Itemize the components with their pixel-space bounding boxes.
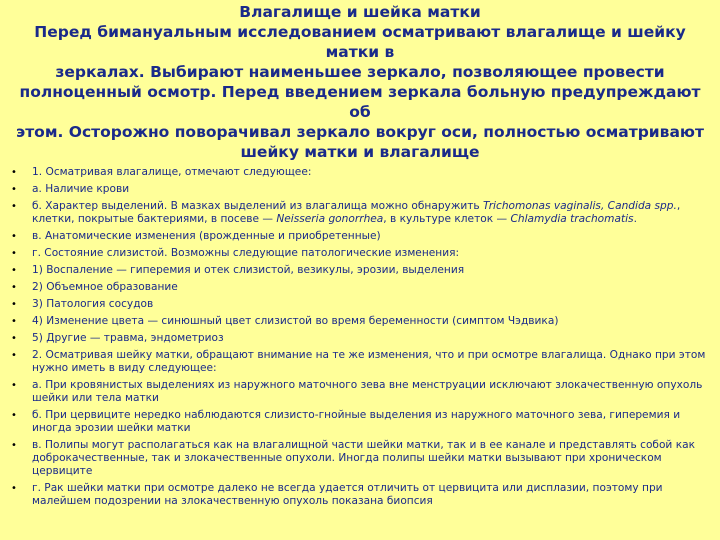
bullet-icon: •	[11, 333, 17, 344]
bullet-icon: •	[11, 440, 17, 451]
list-item	[8, 264, 712, 277]
list-item-text: 5) Другие — травма, эндометриоз	[32, 332, 224, 344]
list-item-text	[32, 200, 712, 226]
slide-title	[8, 2, 712, 162]
list-item	[8, 183, 712, 196]
title-line: зеркалах. Выбирают наименьшее зеркало, позволяющее провести	[55, 63, 665, 81]
list-item-text-part: , в культуре клеток —	[383, 213, 511, 225]
list-item-text: б. При цервиците нередко наблюдаются слизисто-гнойные выделения из наружного маточного зева, гиперемия и иногда эрозии шейки матки	[32, 409, 681, 434]
list-item	[8, 349, 712, 375]
list-item	[8, 281, 712, 294]
list-item	[8, 409, 712, 435]
list-item	[8, 230, 712, 243]
bullet-icon: •	[11, 380, 17, 391]
list-item	[8, 482, 712, 508]
list-item	[8, 439, 712, 478]
bullet-icon: •	[11, 184, 17, 195]
title-line: Перед бимануальным исследованием осматривают влагалище и шейку матки в	[34, 23, 686, 61]
bullet-icon: •	[11, 231, 17, 242]
list-item-text: в. Анатомические изменения (врожденные и приобретенные)	[32, 230, 381, 242]
list-item	[8, 315, 712, 328]
list-item-text: 1) Воспаление — гиперемия и отек слизистой, везикулы, эрозии, выделения	[32, 264, 465, 276]
list-item-text: 3) Патология сосудов	[32, 298, 154, 310]
bullet-icon: •	[11, 265, 17, 276]
list-item	[8, 298, 712, 311]
list-item-text-part: , клетки, покрытые бактериями, в посеве —	[32, 200, 681, 225]
organism-name: Neisseria gonorrhea	[276, 213, 384, 225]
list-item	[8, 200, 712, 226]
list-item-text: в. Полипы могут располагаться как на влагалищной части шейки матки, так и в ее канале и представлять собой как доброкачественные, так и злокачественные опухоли. Иногда полипы шейки матки вызывают при хроническом цервиците	[32, 439, 695, 477]
title-line: полноценный осмотр. Перед введением зеркала больную предупреждают об	[19, 83, 701, 121]
bullet-icon: •	[11, 410, 17, 421]
bullet-icon: •	[11, 167, 17, 178]
bullet-icon: •	[11, 299, 17, 310]
list-item	[8, 166, 712, 179]
bullet-icon: •	[11, 282, 17, 293]
bullet-icon: •	[11, 248, 17, 259]
bullet-icon: •	[11, 350, 17, 361]
organism-name: Chlamydia trachomatis	[510, 213, 634, 225]
list-item	[8, 247, 712, 260]
list-item-text: 2. Осматривая шейку матки, обращают внимание на те же изменения, что и при осмотре влагалища. Однако при этом нужно иметь в виду следующее:	[32, 349, 706, 374]
bullet-icon: •	[11, 316, 17, 327]
title-line: Влагалище и шейка матки	[239, 3, 481, 21]
organism-name: Trichomonas vaginalis, Candida spp.	[483, 200, 677, 212]
list-item-text: 2) Объемное образование	[32, 281, 178, 293]
list-item-text-part: б. Характер выделений. В мазках выделений из влагалища можно обнаружить	[32, 200, 484, 212]
list-item-text: а. Наличие крови	[32, 183, 130, 195]
bullet-icon: •	[11, 201, 17, 212]
list-item-text-part: .	[633, 213, 637, 225]
title-line: этом. Осторожно поворачивал зеркало вокруг оси, полностью осматривают	[16, 123, 704, 141]
title-line: шейку матки и влагалище	[240, 143, 480, 161]
bullet-icon: •	[11, 483, 17, 494]
list-item	[8, 332, 712, 345]
list-item	[8, 379, 712, 405]
list-item-text: 1. Осматривая влагалище, отмечают следующее:	[32, 166, 312, 178]
list-item-text: а. При кровянистых выделениях из наружного маточного зева вне менструации исключают злокачественную опухоль шейки или тела матки	[32, 379, 703, 404]
list-item-text: г. Рак шейки матки при осмотре далеко не всегда удается отличить от цервицита или дисплазии, поэтому при малейшем подозрении на злокачественную опухоль показана биопсия	[32, 482, 663, 507]
list-item-text: г. Состояние слизистой. Возможны следующие патологические изменения:	[32, 247, 460, 259]
bullet-list	[8, 166, 712, 508]
list-item-text: 4) Изменение цвета — синюшный цвет слизистой во время беременности (симптом Чэдвика)	[32, 315, 559, 327]
